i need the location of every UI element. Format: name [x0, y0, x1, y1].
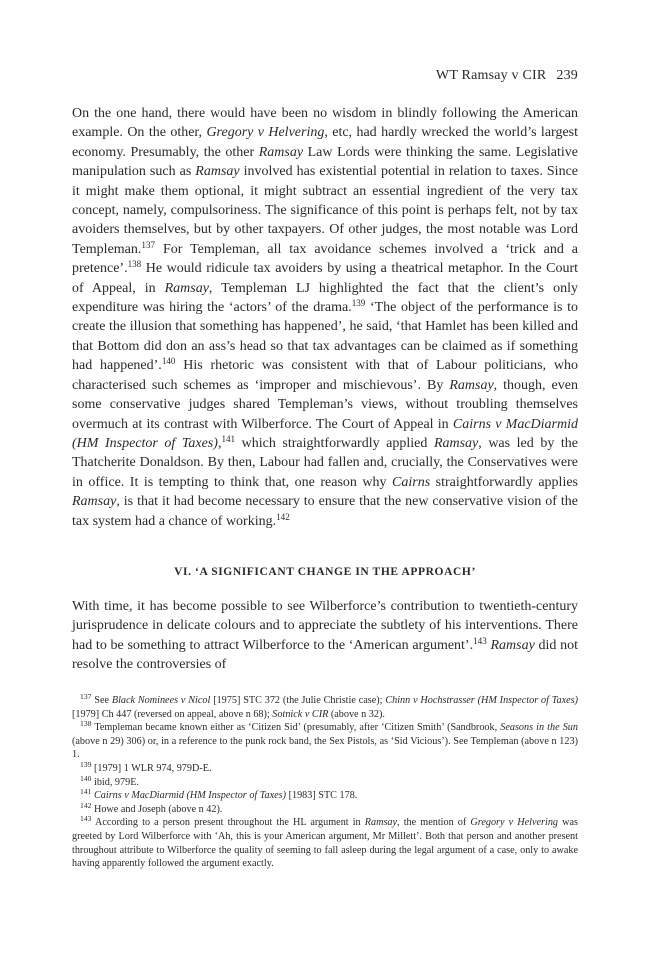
- footnote-ref: 143: [80, 814, 92, 824]
- italic-text: Seasons in the Sun: [500, 722, 578, 734]
- text-run: involved has existential potential in relation to taxes. Since it might make them optional, it might subtract an essential ingredient of the very tax concept, namely, compulsoriness. The significance of this point is perhaps felt, not by tax avoiders themselves, but by other taxpayers. Of other judges, the most notable was Lord Templeman.: [72, 164, 578, 257]
- italic-text: Ramsay: [164, 280, 209, 296]
- italic-text: Ramsay: [364, 817, 398, 829]
- footnotes: [72, 691, 578, 871]
- footnote-ref: 141: [221, 433, 236, 444]
- text-run: did not resolve the controversies of: [72, 637, 579, 673]
- text-run: With time, it has become possible to see Wilberforce’s contribution to twentieth-century jurisprudence in delicate colours and to appreciate the subtlety of his interventions. There had to be something to attract Wilberforce to the ‘American argument’.: [72, 599, 578, 653]
- footnote-ref: 140: [80, 773, 92, 783]
- italic-text: Cairns v MacDiarmid (HM Inspector of Taxes): [72, 416, 578, 451]
- footnote-138: [72, 718, 578, 762]
- text-run: ,: [217, 435, 222, 451]
- text-run: , though, even some conservative judges shared Templeman’s views, without troubling themselves overmuch at its contrast with Wilberforce. The Court of Appeal in: [72, 377, 578, 432]
- footnote-ref: 138: [127, 259, 142, 270]
- text-run: Howe and Joseph (above n 42).: [91, 803, 223, 815]
- text-run: According to a person present throughout the HL argument in: [91, 817, 365, 829]
- italic-text: Ramsay: [72, 494, 117, 510]
- footnote-143: [72, 816, 578, 870]
- text-run: [1983] STC 178.: [286, 790, 358, 802]
- footnote-ref: 137: [141, 239, 156, 250]
- text-run: (above n 29) 306) or, in a reference to the punk rock band, the Sex Pistols, as ‘Sid Vicious’). See Templeman (above n 123) 1.: [72, 735, 578, 761]
- text-run: Templeman became known either as ‘Citizen Sid’ (presumably, after ‘Citizen Smith’ (Sandbrook,: [91, 722, 501, 734]
- page-number: 239: [556, 68, 578, 83]
- italic-text: Cairns: [392, 474, 431, 490]
- footnote-ref: 137: [80, 691, 92, 701]
- italic-text: Gregory v Helvering: [206, 125, 325, 141]
- footnote-ref: 138: [80, 718, 92, 728]
- footnote-ref: 140: [161, 356, 176, 367]
- italic-text: Black Nominees v Nicol: [111, 695, 211, 706]
- body-paragraph-2: [72, 597, 578, 675]
- body-paragraph-1: [72, 104, 578, 531]
- italic-text: Ramsay: [490, 637, 535, 653]
- text-run: was greeted by Lord Wilberforce with ‘Ah, this is your American argument, Mr Millett’. Both that person and another present throughout attribute to Wilberforce the quality of seeming to fall asleep during the legal argument of a case, only to awake having apparently followed the argument exactly.: [72, 817, 578, 870]
- italic-text: Ramsay: [195, 164, 240, 180]
- italic-text: Gregory v Helvering: [470, 817, 559, 829]
- italic-text: Cairns v MacDiarmid (HM Inspector of Taxes): [93, 790, 287, 802]
- italic-text: Ramsay: [258, 144, 304, 160]
- footnote-ref: 142: [80, 800, 92, 810]
- text-run: On the one hand, there would have been no wisdom in blindly following the American example. On the other,: [72, 106, 578, 141]
- text-run: , the mention of: [397, 817, 471, 829]
- text-run: ibid, 979E.: [91, 776, 139, 788]
- text-run: For Templeman, all tax avoidance schemes involved a ‘trick and a pretence’.: [72, 241, 578, 277]
- text-run: , etc, had hardly wrecked the world’s largest economy. Presumably, the other: [72, 125, 578, 160]
- text-run: , is that it had become necessary to ensure that the new conservative vision of the tax system had a chance of working.: [72, 494, 578, 529]
- footnote-ref: 141: [80, 786, 92, 796]
- footnote-141: [72, 786, 578, 803]
- section-heading: VI. ‘A SIGNIFICANT CHANGE IN THE APPROACH’: [174, 566, 476, 578]
- footnote-142: [72, 800, 578, 817]
- footnote-ref: 139: [80, 759, 92, 769]
- footnote-139: [72, 759, 578, 776]
- running-title: WT Ramsay v CIR: [435, 68, 547, 83]
- text-run: which straightforwardly applied: [235, 435, 434, 451]
- text-run: Law Lords were thinking the same. Legislative manipulation such as: [72, 144, 578, 180]
- italic-text: Chinn v Hochstrasser (HM Inspector of Taxes): [385, 695, 578, 706]
- text-run: His rhetoric was consistent with that of Labour politicians, who characterised such schemes as ‘improper and mischievous’. By: [72, 358, 578, 393]
- footnote-ref: 143: [473, 635, 487, 646]
- text-run: straightforwardly applies: [430, 474, 578, 490]
- text-run: [1975] STC 372 (the Julie Christie case);: [210, 695, 386, 706]
- text-run: (above n 32).: [328, 708, 385, 720]
- italic-text: Ramsay: [449, 377, 494, 393]
- italic-text: Ramsay: [433, 435, 479, 451]
- text-run: See: [91, 695, 112, 706]
- footnote-137: [72, 691, 578, 721]
- text-run: He would ridicule tax avoiders by using a theatrical metaphor. In the Court of Appeal, in: [72, 261, 578, 296]
- footnote-ref: 139: [351, 298, 366, 309]
- text-run: , Templeman LJ highlighted the fact that the client’s only expenditure was hiring the ‘actors’ of the drama.: [72, 280, 578, 316]
- italic-text: Sotnick v CIR: [272, 708, 329, 720]
- footnote-140: [72, 773, 578, 790]
- text-run: [1979] Ch 447 (reversed on appeal, above n 68);: [72, 708, 273, 720]
- running-header: [436, 68, 578, 84]
- footnote-ref: 142: [276, 511, 290, 522]
- text-run: ‘The object of the performance is to create the illusion that something has happened’, he said, ‘that Hamlet has been killed and that Bottom did don an ass’s head so that tax advantages can be claimed as if something had happened’.: [72, 300, 579, 374]
- text-run: , was led by the Thatcherite Donaldson. By then, Labour had fallen and, crucially, the Conservatives were in office. It is tempting to think that, one reason why: [72, 435, 578, 490]
- text-run: [1979] 1 WLR 974, 979D-E.: [91, 762, 212, 774]
